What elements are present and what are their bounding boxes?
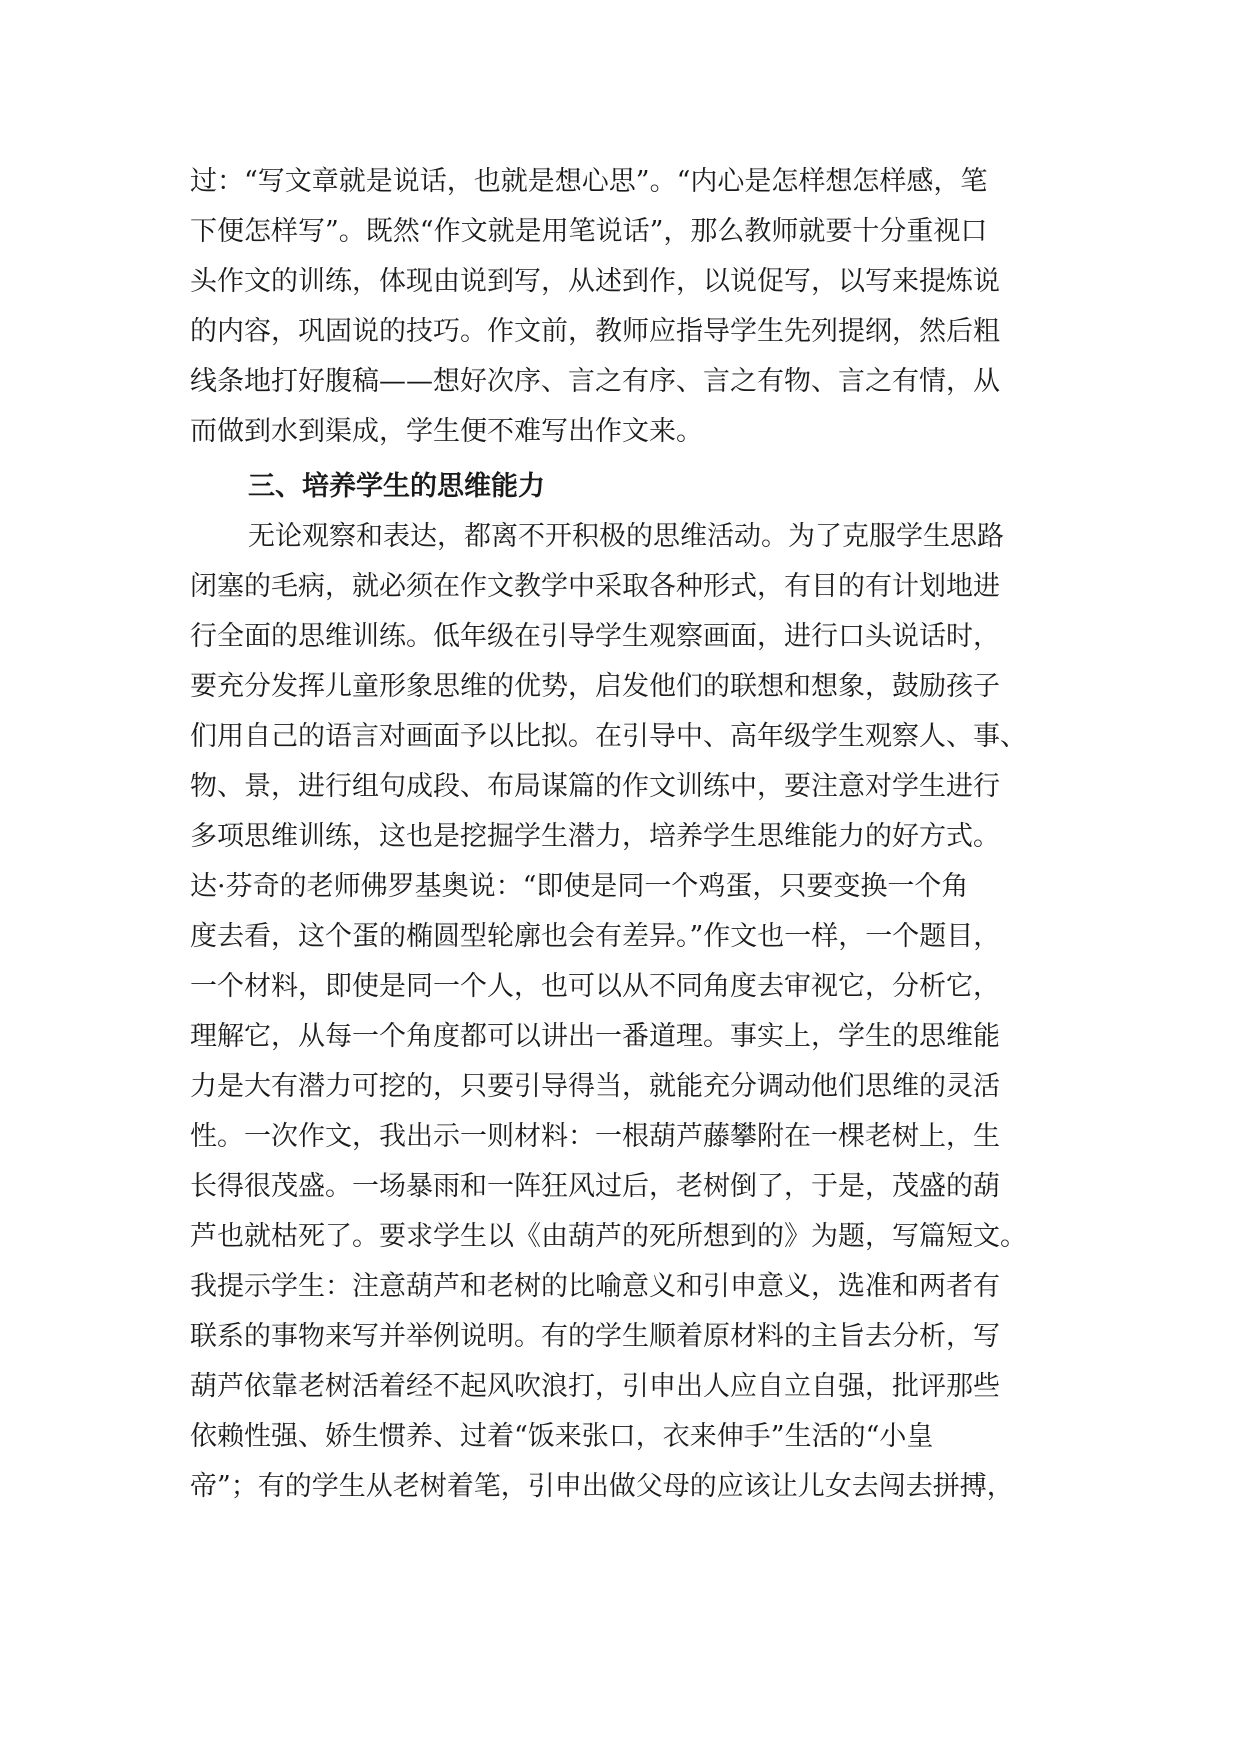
text-line: 我提示学生：注意葫芦和老树的比喻意义和引申意义，选准和两者有 xyxy=(190,1271,1000,1302)
text-line: 线条地打好腹稿——想好次序、言之有序、言之有物、言之有情，从 xyxy=(190,366,1000,397)
section-heading: 三、培养学生的思维能力 xyxy=(248,471,545,502)
text-line: 们用自己的语言对画面予以比拟。在引导中、高年级学生观察人、事、 xyxy=(190,721,1027,752)
text-line: 力是大有潜力可挖的，只要引导得当，就能充分调动他们思维的灵活 xyxy=(190,1071,1000,1102)
text-line: 依赖性强、娇生惯养、过着“饭来张口，衣来伸手”生活的“小皇 xyxy=(190,1421,934,1452)
text-line: 过：“写文章就是说话，也就是想心思”。“内心是怎样想怎样感，笔 xyxy=(190,166,988,197)
text-line: 芦也就枯死了。要求学生以《由葫芦的死所想到的》为题，写篇短文。 xyxy=(190,1221,1027,1252)
text-line: 无论观察和表达，都离不开积极的思维活动。为了克服学生思路 xyxy=(248,521,1004,552)
text-line: 长得很茂盛。一场暴雨和一阵狂风过后，老树倒了，于是，茂盛的葫 xyxy=(190,1171,1000,1202)
text-line: 理解它，从每一个角度都可以讲出一番道理。事实上，学生的思维能 xyxy=(190,1021,1000,1052)
text-line: 性。一次作文，我出示一则材料：一根葫芦藤攀附在一棵老树上，生 xyxy=(190,1121,1000,1152)
text-line: 下便怎样写”。既然“作文就是用笔说话”，那么教师就要十分重视口 xyxy=(190,216,988,247)
text-line: 而做到水到渠成，学生便不难写出作文来。 xyxy=(190,416,703,447)
text-line: 联系的事物来写并举例说明。有的学生顺着原材料的主旨去分析，写 xyxy=(190,1321,1000,1352)
text-line: 葫芦依靠老树活着经不起风吹浪打，引申出人应自立自强，批评那些 xyxy=(190,1371,1000,1402)
text-line: 要充分发挥儿童形象思维的优势，启发他们的联想和想象，鼓励孩子 xyxy=(190,671,1000,702)
text-line: 多项思维训练，这也是挖掘学生潜力，培养学生思维能力的好方式。 xyxy=(190,821,1000,852)
text-line: 帝”；有的学生从老树着笔，引申出做父母的应该让儿女去闯去拼搏， xyxy=(190,1471,1014,1502)
text-line: 行全面的思维训练。低年级在引导学生观察画面，进行口头说话时， xyxy=(190,621,1000,652)
text-line: 的内容，巩固说的技巧。作文前，教师应指导学生先列提纲，然后粗 xyxy=(190,316,1000,347)
text-line: 一个材料，即使是同一个人，也可以从不同角度去审视它，分析它， xyxy=(190,971,1000,1002)
text-line: 度去看，这个蛋的椭圆型轮廓也会有差异。”作文也一样，一个题目， xyxy=(190,921,1001,952)
text-line: 闭塞的毛病，就必须在作文教学中采取各种形式，有目的有计划地进 xyxy=(190,571,1000,602)
text-line: 头作文的训练，体现由说到写，从述到作，以说促写，以写来提炼说 xyxy=(190,266,1000,297)
text-line: 达·芬奇的老师佛罗基奥说：“即使是同一个鸡蛋，只要变换一个角 xyxy=(190,871,969,902)
text-line: 物、景，进行组句成段、布局谋篇的作文训练中，要注意对学生进行 xyxy=(190,771,1000,802)
